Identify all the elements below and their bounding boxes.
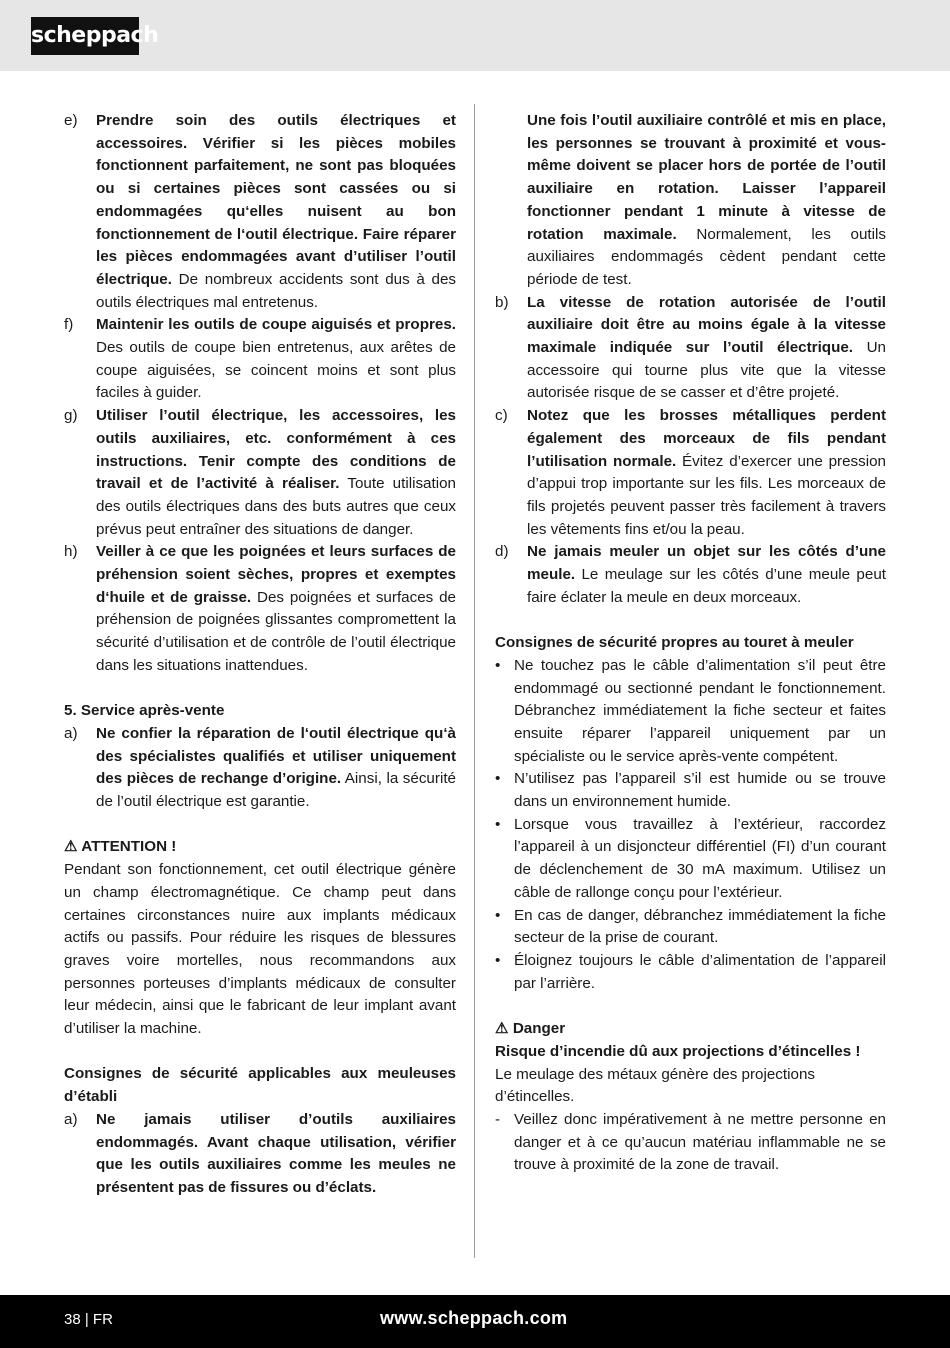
website-link[interactable]: www.scheppach.com xyxy=(380,1308,568,1328)
item-bold-text: Notez que les brosses métalliques perdent également des morceaux de fils pendant l’utilisation normale. xyxy=(527,407,886,470)
item-bold-text: Une fois l’outil auxiliaire contrôlé et mis en place, les personnes se trouvant à proximité et vous-même doivent se placer hors de portée de l’outil auxiliaire en rotation. Laisser l’appareil fonctionner pendant 1 minute à vitesse de rotation maximale. xyxy=(527,112,886,243)
section-title-bench: Consignes de sécurité applicables aux meuleuses d’établi xyxy=(64,1065,456,1106)
item-text: Normalement, les outils auxiliaires endommagés cèdent pendant cette période de test. xyxy=(527,225,886,288)
left-column xyxy=(64,110,456,1200)
bullet-item: • En cas de danger, débranchez immédiatement la fiche secteur de la prise de courant. xyxy=(495,906,886,947)
bullet-item: • N’utilisez pas l’appareil s’il est humide ou se trouve dans un environnement humide. xyxy=(495,770,886,811)
dash-item: - Veillez donc impérativement à ne mettre personne en danger et à ce qu’aucun matériau inflammable ne se trouve à proximité de la zone de travail. xyxy=(495,1110,886,1174)
item-label: c) xyxy=(495,407,508,425)
item-label: a) xyxy=(64,724,78,742)
bullet-item: • Lorsque vous travaillez à l’extérieur, raccordez l’appareil à un disjoncteur différentiel (FI) d’un courant de déclenchement de 30 mA maximum. Utilisez un câble de rallonge conçu pour l’extérieur. xyxy=(495,815,886,901)
item-text: Évitez d’exercer une pression d’appui trop importante sur les fils. Les morceaux de fils projetés peuvent passer très facilement à travers les vêtements fins et/ou la peau. xyxy=(527,452,886,538)
list-item-e xyxy=(64,110,456,314)
list-item-c xyxy=(495,405,886,541)
scheppach-logo: scheppach xyxy=(31,17,139,55)
item-label: b) xyxy=(495,293,509,311)
item-label: d) xyxy=(495,543,509,561)
item-bold-text: Ne jamais meuler un objet sur les côtés d’une meule. xyxy=(527,543,886,584)
item-text: Toute utilisation des outils électriques dans des buts autres que ceux prévus peut entraîner des situations de danger. xyxy=(96,475,456,538)
item-text: De nombreux accidents sont dus à des outils électriques mal entretenus. xyxy=(96,270,456,311)
section-title-touret: Consignes de sécurité propres au touret à meuler xyxy=(495,634,854,652)
page-header xyxy=(0,0,950,71)
dash-icon: - xyxy=(495,1110,501,1128)
attention-text: Pendant son fonctionnement, cet outil électrique génère un champ électromagnétique. Ce champ peut dans certaines circonstances nuire aux implants médicaux actifs ou passifs. Pour réduire les risques de blessures graves voire mortelles, nous recommandons aux personnes porteuses d’implants médicaux de consulter leur médecin, ainsi que le fabricant de leur implant avant d’utiliser la machine. xyxy=(64,861,456,1038)
bullet-icon: • xyxy=(495,770,501,788)
item-bold-text: Ne confier la réparation de l‘outil électrique qu‘à des spécialistes qualifiés et utiliser uniquement des pièces de rechange d’origine. xyxy=(96,724,456,788)
item-label: h) xyxy=(64,543,78,561)
item-text: Des outils de coupe bien entretenus, aux arêtes de coupe aiguisées, se coincent moins et sont plus faciles à guider. xyxy=(96,339,456,402)
item-label: f) xyxy=(64,316,74,334)
bullet-icon: • xyxy=(495,906,501,924)
bullet-item: • Ne touchez pas le câble d’alimentation s’il peut être endommagé ou sectionné pendant le fonctionnement. Débranchez immédiatement la fiche secteur et faites ensuite réparer l’appareil uniquement par un spécialiste ou le service après-vente compétent. xyxy=(495,656,886,765)
list-item-g xyxy=(64,405,456,541)
bullet-icon: • xyxy=(495,656,501,674)
list-item-a-continued xyxy=(495,110,886,292)
danger-subtitle: Risque d’incendie dû aux projections d’étincelles ! xyxy=(495,1042,861,1060)
bullet-icon: • xyxy=(495,952,501,969)
item-text: Des poignées et surfaces de préhension de poignées glissantes compromettent la sécurité d’utilisation et de contrôle de l’outil électrique dans les situations inattendues. xyxy=(96,588,456,674)
list-item-d xyxy=(495,541,886,609)
item-text: Le meulage sur les côtés d’une meule peut faire éclater la meule en deux morceaux. xyxy=(527,566,886,606)
section-title-service: 5. Service après-vente xyxy=(64,702,225,720)
item-text: Un accessoire qui tourne plus vite que la vitesse autorisée risque de se casser et d’être projeté. xyxy=(527,339,886,402)
list-item-bench-a xyxy=(64,1109,456,1200)
list-item-b xyxy=(495,292,886,406)
danger-title: ⚠ Danger xyxy=(495,1020,566,1038)
column-divider xyxy=(474,104,475,1258)
bullet-item: • Éloignez toujours le câble d’alimentation de l’appareil par l’arrière. xyxy=(495,952,886,992)
list-item-f xyxy=(64,314,456,405)
bullet-icon: • xyxy=(495,815,501,833)
item-bold-text: La vitesse de rotation autorisée de l’outil auxiliaire doit être au moins égale à la vitesse maximale indiquée sur l’outil électrique. xyxy=(527,293,886,357)
item-bold-text: Utiliser l’outil électrique, les accessoires, les outils auxiliaires, etc. conformément à ces instructions. Tenir compte des conditions de travail et de l’activité à réaliser. xyxy=(96,407,456,493)
item-label: g) xyxy=(64,407,78,425)
item-bold-text: Prendre soin des outils électriques et accessoires. Vérifier si les pièces mobiles fonctionnent parfaitement, ne sont pas bloquées ou si certaines pièces sont cassées ou si endommagées qu‘elles nuisent au bon fonctionnement de l‘outil électrique. Faire réparer les pièces endommagées avant d’utiliser l’outil électrique. xyxy=(96,112,456,288)
right-column xyxy=(495,110,886,1177)
item-label: a) xyxy=(64,1110,78,1128)
item-bold-text: Maintenir les outils de coupe aiguisés et propres. xyxy=(96,316,456,334)
list-item-h xyxy=(64,541,456,677)
list-item-service-a xyxy=(64,723,456,814)
item-label: e) xyxy=(64,112,78,129)
item-text: Ainsi, la sécurité de l’outil électrique est garantie. xyxy=(96,770,456,811)
page-footer xyxy=(0,1295,950,1348)
danger-text: Le meulage des métaux génère des projections d’étincelles. xyxy=(495,1065,815,1106)
item-bold-text: Veiller à ce que les poignées et leurs surfaces de préhension soient sèches, propres et exemptes d‘huile et de graisse. xyxy=(96,543,456,606)
item-bold-text: Ne jamais utiliser d’outils auxiliaires endommagés. Avant chaque utilisation, vérifier que les outils auxiliaires comme les meules ne présentent pas de fissures ou d’éclats. xyxy=(96,1110,456,1196)
page-number: 38 | FR xyxy=(64,1311,113,1328)
attention-title: ⚠ ATTENTION ! xyxy=(64,838,177,856)
